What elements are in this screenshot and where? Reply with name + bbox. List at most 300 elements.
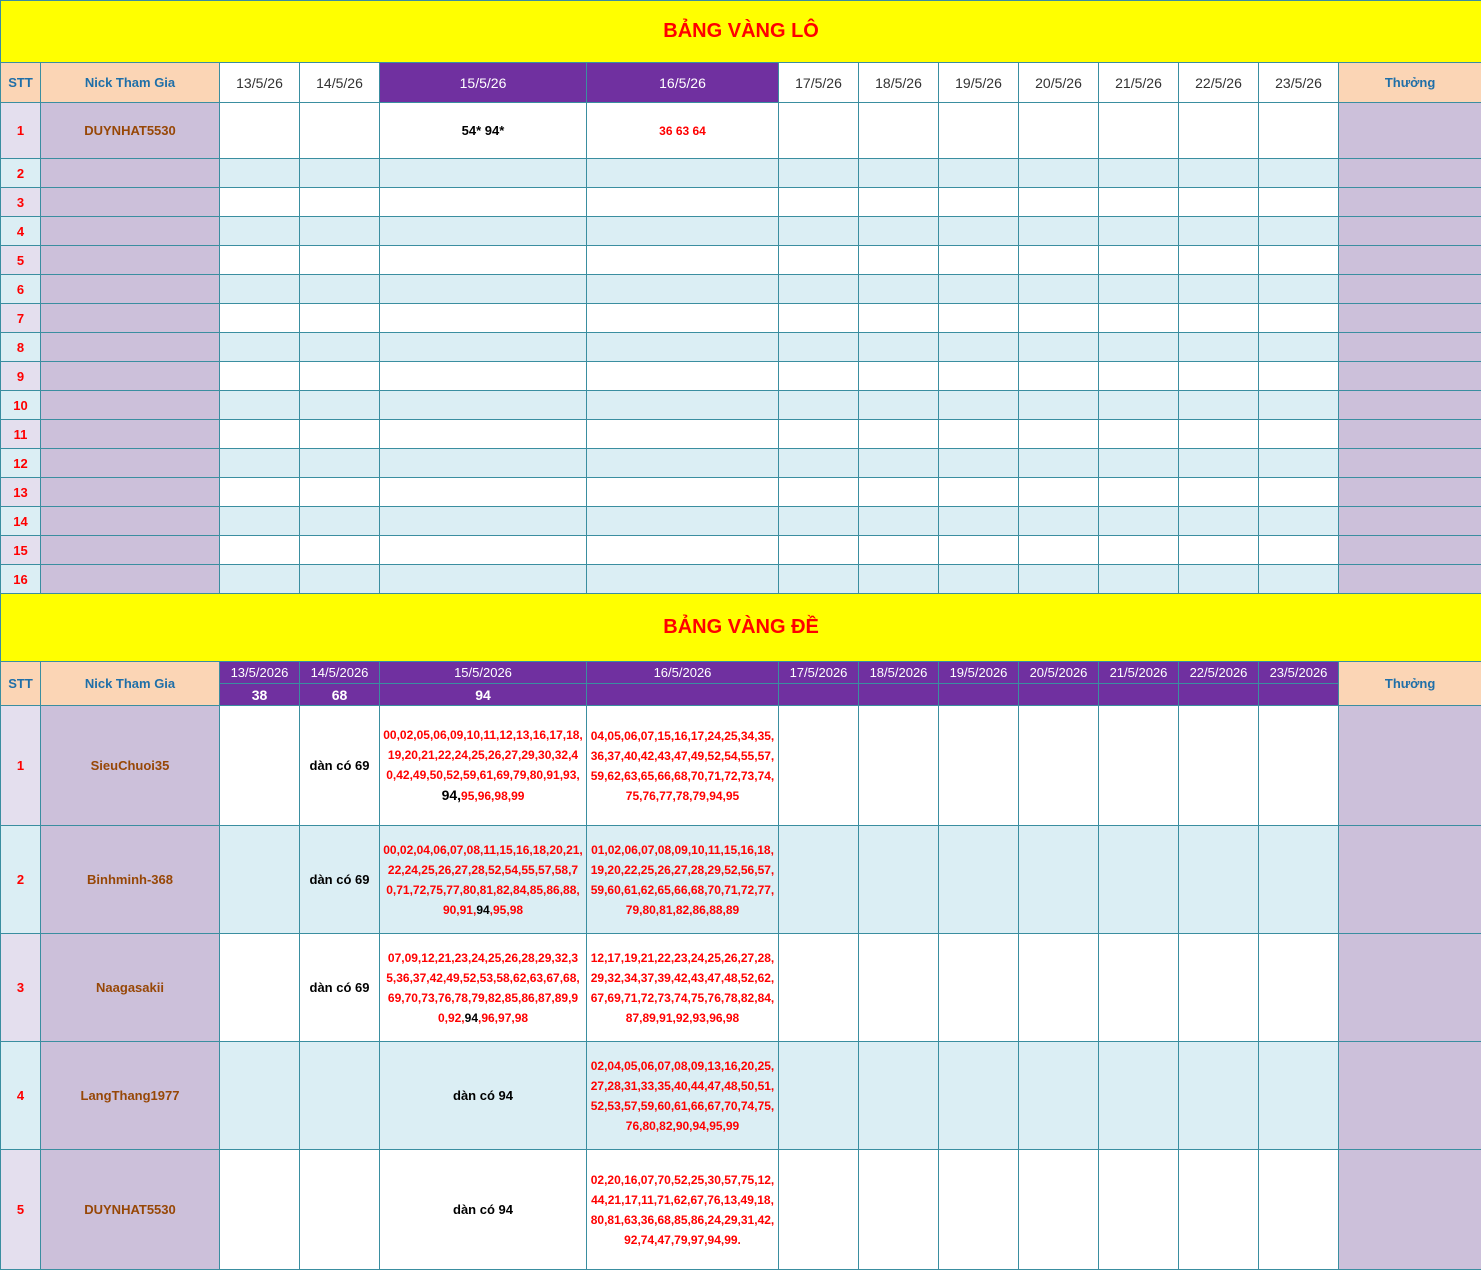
lo-row-stt: 1 xyxy=(1,103,41,159)
lo-cell[interactable] xyxy=(300,188,380,217)
de-cell[interactable] xyxy=(1019,826,1099,934)
lo-cell[interactable] xyxy=(1259,275,1339,304)
lo-cell[interactable] xyxy=(1019,275,1099,304)
lo-cell[interactable] xyxy=(380,159,587,188)
lo-cell[interactable] xyxy=(859,188,939,217)
lo-cell[interactable] xyxy=(587,304,779,333)
lo-cell[interactable] xyxy=(1259,362,1339,391)
lo-bonus-cell[interactable] xyxy=(1339,333,1481,362)
lo-cell[interactable] xyxy=(220,507,300,536)
lo-cell[interactable] xyxy=(380,304,587,333)
lo-row-stt: 13 xyxy=(1,478,41,507)
lo-cell[interactable] xyxy=(1179,391,1259,420)
lo-cell[interactable] xyxy=(300,507,380,536)
de-cell[interactable] xyxy=(779,1042,859,1150)
de-header-date: 18/5/2026 xyxy=(859,662,939,684)
lo-cell[interactable] xyxy=(1259,188,1339,217)
lo-cell[interactable] xyxy=(859,103,939,159)
lo-bonus-cell[interactable] xyxy=(1339,449,1481,478)
lo-cell[interactable] xyxy=(1099,103,1179,159)
de-cell[interactable] xyxy=(220,706,300,826)
lo-cell[interactable] xyxy=(587,246,779,275)
lo-bonus-cell[interactable] xyxy=(1339,478,1481,507)
lo-cell[interactable] xyxy=(300,103,380,159)
de-cell[interactable] xyxy=(1259,826,1339,934)
lo-cell[interactable] xyxy=(220,449,300,478)
lo-cell[interactable] xyxy=(1099,275,1179,304)
lo-row-nick xyxy=(41,391,220,420)
lo-cell[interactable] xyxy=(300,159,380,188)
de-cell[interactable] xyxy=(220,826,300,934)
lo-cell[interactable] xyxy=(859,478,939,507)
de-cell[interactable] xyxy=(1179,1042,1259,1150)
de-note[interactable]: dàn có 69 xyxy=(300,706,380,826)
lo-row xyxy=(1,103,1481,159)
lo-cell[interactable] xyxy=(587,478,779,507)
lo-cell[interactable] xyxy=(220,565,300,594)
lo-cell[interactable] xyxy=(380,333,587,362)
de-row xyxy=(1,934,1481,1042)
lo-cell[interactable] xyxy=(779,449,859,478)
lo-header-date: 18/5/26 xyxy=(859,63,939,103)
lo-cell[interactable] xyxy=(1259,391,1339,420)
lo-cell[interactable] xyxy=(1179,507,1259,536)
lo-cell[interactable] xyxy=(1019,362,1099,391)
dan-numbers: ,96,97,98 xyxy=(478,1010,529,1025)
lo-cell[interactable] xyxy=(1179,275,1259,304)
lo-cell[interactable] xyxy=(300,217,380,246)
lo-cell[interactable] xyxy=(859,217,939,246)
lo-cell[interactable] xyxy=(380,362,587,391)
dan-numbers: 00,02,04,06,07,08,11,15,16,18,20,21,22,24,25,26,27,28,52,54,55,57,58,70,71,72,75,77,80,81,82,84,85,86,88,90,91, xyxy=(383,842,583,917)
lo-cell[interactable] xyxy=(859,246,939,275)
lo-cell[interactable] xyxy=(587,333,779,362)
lo-cell[interactable] xyxy=(1179,449,1259,478)
lo-cell[interactable] xyxy=(939,391,1019,420)
lo-bonus-cell[interactable] xyxy=(1339,103,1481,159)
de-cell[interactable] xyxy=(220,1042,300,1150)
lo-cell[interactable] xyxy=(1099,391,1179,420)
lo-cell[interactable] xyxy=(859,536,939,565)
lo-cell[interactable] xyxy=(587,391,779,420)
lo-cell[interactable] xyxy=(1259,246,1339,275)
de-dan-16[interactable]: 02,20,16,07,70,52,25,30,57,75,12,44,21,17,11,71,62,67,76,13,49,18,80,81,63,36,68,85,86,24,29,31,42,92,74,47,79,97,94,99. xyxy=(587,1150,779,1270)
de-cell[interactable] xyxy=(1179,934,1259,1042)
lo-cell[interactable] xyxy=(859,420,939,449)
lo-bonus-cell[interactable] xyxy=(1339,246,1481,275)
lo-cell[interactable] xyxy=(1099,507,1179,536)
lo-cell[interactable] xyxy=(380,217,587,246)
lo-cell[interactable] xyxy=(779,420,859,449)
lo-cell[interactable] xyxy=(380,565,587,594)
lo-cell[interactable] xyxy=(220,304,300,333)
lo-cell[interactable] xyxy=(1179,188,1259,217)
de-cell[interactable] xyxy=(859,826,939,934)
lo-cell[interactable] xyxy=(1019,536,1099,565)
de-cell[interactable] xyxy=(859,934,939,1042)
lo-cell[interactable] xyxy=(220,159,300,188)
lo-cell[interactable] xyxy=(220,478,300,507)
lo-cell[interactable] xyxy=(779,188,859,217)
lo-cell[interactable] xyxy=(380,536,587,565)
lo-cell[interactable] xyxy=(939,536,1019,565)
de-header-date: 23/5/2026 xyxy=(1259,662,1339,684)
lo-cell[interactable] xyxy=(300,478,380,507)
lo-cell[interactable] xyxy=(220,217,300,246)
lo-cell[interactable] xyxy=(779,246,859,275)
lo-pick-16[interactable]: 36 63 64 xyxy=(587,103,779,159)
lo-cell[interactable] xyxy=(1019,304,1099,333)
lo-cell[interactable] xyxy=(859,275,939,304)
lo-cell[interactable] xyxy=(1099,362,1179,391)
lo-cell[interactable] xyxy=(939,478,1019,507)
lo-row-nick xyxy=(41,449,220,478)
lo-cell[interactable] xyxy=(1099,420,1179,449)
lo-cell[interactable] xyxy=(1019,507,1099,536)
de-row-stt: 2 xyxy=(1,826,41,934)
de-bonus-cell[interactable] xyxy=(1339,706,1481,826)
de-cell[interactable] xyxy=(1259,934,1339,1042)
lo-cell[interactable] xyxy=(380,420,587,449)
lo-cell[interactable] xyxy=(587,188,779,217)
lo-cell[interactable] xyxy=(380,246,587,275)
lo-cell[interactable] xyxy=(300,565,380,594)
lo-cell[interactable] xyxy=(1179,478,1259,507)
lo-cell[interactable] xyxy=(1259,159,1339,188)
lo-cell[interactable] xyxy=(300,391,380,420)
de-cell[interactable] xyxy=(220,934,300,1042)
de-bonus-cell[interactable] xyxy=(1339,1042,1481,1150)
lo-bonus-cell[interactable] xyxy=(1339,507,1481,536)
lo-cell[interactable] xyxy=(220,333,300,362)
de-cell[interactable] xyxy=(779,706,859,826)
de-row-stt: 5 xyxy=(1,1150,41,1270)
lo-cell[interactable] xyxy=(779,565,859,594)
de-dan-15[interactable] xyxy=(380,706,587,826)
lo-row xyxy=(1,565,1481,594)
lo-cell[interactable] xyxy=(1019,391,1099,420)
lo-cell[interactable] xyxy=(859,362,939,391)
lo-cell[interactable] xyxy=(939,362,1019,391)
lo-cell[interactable] xyxy=(859,449,939,478)
de-dan-15[interactable] xyxy=(380,934,587,1042)
lo-cell[interactable] xyxy=(939,507,1019,536)
de-cell[interactable] xyxy=(1099,1042,1179,1150)
de-cell[interactable] xyxy=(1099,706,1179,826)
lo-cell[interactable] xyxy=(939,565,1019,594)
de-row-stt: 4 xyxy=(1,1042,41,1150)
de-bonus-cell[interactable] xyxy=(1339,934,1481,1042)
lo-cell[interactable] xyxy=(220,246,300,275)
lo-cell[interactable] xyxy=(859,391,939,420)
de-note[interactable]: dàn có 94 xyxy=(380,1042,587,1150)
lo-cell[interactable] xyxy=(939,188,1019,217)
lo-cell[interactable] xyxy=(220,420,300,449)
lo-cell[interactable] xyxy=(587,275,779,304)
de-cell[interactable] xyxy=(1019,1042,1099,1150)
de-cell[interactable] xyxy=(779,826,859,934)
lo-bonus-cell[interactable] xyxy=(1339,391,1481,420)
de-cell[interactable] xyxy=(1259,1042,1339,1150)
lo-cell[interactable] xyxy=(587,507,779,536)
de-cell[interactable] xyxy=(939,1150,1019,1270)
lo-cell[interactable] xyxy=(1019,159,1099,188)
lo-cell[interactable] xyxy=(1099,304,1179,333)
lo-cell[interactable] xyxy=(1099,449,1179,478)
lo-row xyxy=(1,362,1481,391)
lo-bonus-cell[interactable] xyxy=(1339,188,1481,217)
de-cell[interactable] xyxy=(1259,706,1339,826)
de-note[interactable]: dàn có 69 xyxy=(300,826,380,934)
lo-row-nick xyxy=(41,188,220,217)
lo-cell[interactable] xyxy=(300,536,380,565)
de-header-row xyxy=(1,662,1481,684)
lo-bonus-cell[interactable] xyxy=(1339,565,1481,594)
lo-cell[interactable] xyxy=(1179,246,1259,275)
de-result xyxy=(859,684,939,706)
lo-row xyxy=(1,478,1481,507)
de-cell[interactable] xyxy=(300,1150,380,1270)
lo-row-stt: 4 xyxy=(1,217,41,246)
de-cell[interactable] xyxy=(859,706,939,826)
lo-cell[interactable] xyxy=(1019,449,1099,478)
lo-bonus-cell[interactable] xyxy=(1339,217,1481,246)
lo-row-nick xyxy=(41,478,220,507)
de-row-nick: DUYNHAT5530 xyxy=(41,1150,220,1270)
de-cell[interactable] xyxy=(1099,1150,1179,1270)
lo-cell[interactable] xyxy=(1179,420,1259,449)
lo-cell[interactable] xyxy=(380,449,587,478)
lo-cell[interactable] xyxy=(1259,103,1339,159)
lo-cell[interactable] xyxy=(939,246,1019,275)
de-cell[interactable] xyxy=(1099,826,1179,934)
de-dan-15[interactable] xyxy=(380,826,587,934)
de-bonus-cell[interactable] xyxy=(1339,826,1481,934)
lo-cell[interactable] xyxy=(779,304,859,333)
de-result xyxy=(1259,684,1339,706)
de-cell[interactable] xyxy=(939,826,1019,934)
de-row-stt: 1 xyxy=(1,706,41,826)
lo-cell[interactable] xyxy=(1099,536,1179,565)
de-row-nick: Naagasakii xyxy=(41,934,220,1042)
lo-cell[interactable] xyxy=(859,565,939,594)
lo-cell[interactable] xyxy=(1099,217,1179,246)
de-dan-16[interactable]: 12,17,19,21,22,23,24,25,26,27,28,29,32,34,37,39,42,43,47,48,52,62,67,69,71,72,73,74,75,76,78,82,84,87,89,91,92,93,96,98 xyxy=(587,934,779,1042)
dan-numbers: 00,02,05,06,09,10,11,12,13,16,17,18,19,20,21,22,24,25,26,27,29,30,32,40,42,49,50,52,59,61,69,79,80,91,93, xyxy=(383,728,583,782)
lo-cell[interactable] xyxy=(939,275,1019,304)
de-note[interactable]: dàn có 94 xyxy=(380,1150,587,1270)
lo-cell[interactable] xyxy=(300,246,380,275)
lo-cell[interactable] xyxy=(1099,478,1179,507)
lo-cell[interactable] xyxy=(779,159,859,188)
de-dan-16[interactable]: 01,02,06,07,08,09,10,11,15,16,18,19,20,22,25,26,27,28,29,52,56,57,59,60,61,62,65,66,68,70,71,72,77,79,80,81,82,86,88,89 xyxy=(587,826,779,934)
lo-cell[interactable] xyxy=(1259,304,1339,333)
lo-title: BẢNG VÀNG LÔ xyxy=(1,1,1481,63)
lo-cell[interactable] xyxy=(1099,188,1179,217)
lo-cell[interactable] xyxy=(1019,217,1099,246)
lo-header-date: 16/5/26 xyxy=(587,63,779,103)
lo-row xyxy=(1,159,1481,188)
de-cell[interactable] xyxy=(300,1042,380,1150)
lo-cell[interactable] xyxy=(1019,333,1099,362)
lo-cell[interactable] xyxy=(779,536,859,565)
lo-cell[interactable] xyxy=(220,391,300,420)
lo-cell[interactable] xyxy=(779,362,859,391)
lo-row-stt: 10 xyxy=(1,391,41,420)
lo-cell[interactable] xyxy=(939,420,1019,449)
lo-row-nick xyxy=(41,507,220,536)
lo-cell[interactable] xyxy=(1259,507,1339,536)
de-result: 94 xyxy=(380,684,587,706)
lo-cell[interactable] xyxy=(587,217,779,246)
lo-cell[interactable] xyxy=(587,449,779,478)
lo-cell[interactable] xyxy=(380,188,587,217)
lo-cell[interactable] xyxy=(380,507,587,536)
de-dan-16[interactable]: 02,04,05,06,07,08,09,13,16,20,25,27,28,31,33,35,40,44,47,48,50,51,52,53,57,59,60,61,66,67,70,74,75,76,80,82,90,94,95,99 xyxy=(587,1042,779,1150)
lo-bonus-cell[interactable] xyxy=(1339,304,1481,333)
de-cell[interactable] xyxy=(939,1042,1019,1150)
lo-cell[interactable] xyxy=(939,449,1019,478)
lo-cell[interactable] xyxy=(587,159,779,188)
de-cell[interactable] xyxy=(779,1150,859,1270)
lo-cell[interactable] xyxy=(1099,333,1179,362)
lo-cell[interactable] xyxy=(1179,304,1259,333)
lo-cell[interactable] xyxy=(300,420,380,449)
lo-cell[interactable] xyxy=(779,217,859,246)
lo-cell[interactable] xyxy=(587,565,779,594)
lo-cell[interactable] xyxy=(779,478,859,507)
de-cell[interactable] xyxy=(1019,1150,1099,1270)
lo-row-stt: 7 xyxy=(1,304,41,333)
lo-cell[interactable] xyxy=(1259,449,1339,478)
dan-hit: 94 xyxy=(464,1010,478,1025)
lo-cell[interactable] xyxy=(380,478,587,507)
de-cell[interactable] xyxy=(1179,706,1259,826)
lo-row xyxy=(1,449,1481,478)
de-cell[interactable] xyxy=(1099,934,1179,1042)
lo-cell[interactable] xyxy=(859,304,939,333)
lo-row xyxy=(1,275,1481,304)
lo-cell[interactable] xyxy=(1179,362,1259,391)
lo-cell[interactable] xyxy=(380,275,587,304)
lo-cell[interactable] xyxy=(220,362,300,391)
de-cell[interactable] xyxy=(1019,706,1099,826)
de-cell[interactable] xyxy=(859,1150,939,1270)
de-table xyxy=(0,593,1481,1270)
de-cell[interactable] xyxy=(859,1042,939,1150)
lo-cell[interactable] xyxy=(587,420,779,449)
lo-bonus-cell[interactable] xyxy=(1339,362,1481,391)
de-note[interactable]: dàn có 69 xyxy=(300,934,380,1042)
lo-cell[interactable] xyxy=(859,159,939,188)
lo-cell[interactable] xyxy=(939,103,1019,159)
de-dan-16[interactable]: 04,05,06,07,15,16,17,24,25,34,35,36,37,40,42,43,47,49,52,54,55,57,59,62,63,65,66,68,70,71,72,73,74,75,76,77,78,79,94,95 xyxy=(587,706,779,826)
lo-cell[interactable] xyxy=(1259,217,1339,246)
lo-cell[interactable] xyxy=(300,362,380,391)
lo-cell[interactable] xyxy=(1179,565,1259,594)
lo-cell[interactable] xyxy=(779,391,859,420)
lo-cell[interactable] xyxy=(1179,333,1259,362)
lo-bonus-cell[interactable] xyxy=(1339,275,1481,304)
de-cell[interactable] xyxy=(779,934,859,1042)
de-cell[interactable] xyxy=(1179,1150,1259,1270)
de-cell[interactable] xyxy=(1259,1150,1339,1270)
lo-cell[interactable] xyxy=(220,275,300,304)
lo-row-stt: 3 xyxy=(1,188,41,217)
lo-cell[interactable] xyxy=(1019,246,1099,275)
lo-cell[interactable] xyxy=(1259,420,1339,449)
lo-cell[interactable] xyxy=(300,333,380,362)
lo-cell[interactable] xyxy=(220,103,300,159)
lo-cell[interactable] xyxy=(1259,333,1339,362)
lo-header-date: 14/5/26 xyxy=(300,63,380,103)
lo-pick-15[interactable]: 54* 94* xyxy=(380,103,587,159)
lo-cell[interactable] xyxy=(587,362,779,391)
lo-cell[interactable] xyxy=(1019,103,1099,159)
lo-cell[interactable] xyxy=(939,159,1019,188)
lo-row-nick: DUYNHAT5530 xyxy=(41,103,220,159)
lo-row-stt: 8 xyxy=(1,333,41,362)
lo-cell[interactable] xyxy=(1019,188,1099,217)
lo-cell[interactable] xyxy=(779,333,859,362)
lo-cell[interactable] xyxy=(1179,217,1259,246)
lo-cell[interactable] xyxy=(1259,478,1339,507)
lo-cell[interactable] xyxy=(939,333,1019,362)
lo-cell[interactable] xyxy=(1019,565,1099,594)
lo-bonus-cell[interactable] xyxy=(1339,159,1481,188)
lo-cell[interactable] xyxy=(587,536,779,565)
lo-cell[interactable] xyxy=(220,188,300,217)
lo-cell[interactable] xyxy=(1019,478,1099,507)
lo-cell[interactable] xyxy=(1259,536,1339,565)
lo-row-nick xyxy=(41,420,220,449)
lo-cell[interactable] xyxy=(859,333,939,362)
lo-cell[interactable] xyxy=(1099,246,1179,275)
lo-cell[interactable] xyxy=(939,217,1019,246)
de-result xyxy=(779,684,859,706)
lo-bonus-cell[interactable] xyxy=(1339,536,1481,565)
lo-cell[interactable] xyxy=(779,275,859,304)
lo-cell[interactable] xyxy=(1099,565,1179,594)
lo-cell[interactable] xyxy=(1259,565,1339,594)
lo-cell[interactable] xyxy=(939,304,1019,333)
lo-cell[interactable] xyxy=(1099,159,1179,188)
lo-cell[interactable] xyxy=(1019,420,1099,449)
lo-bonus-cell[interactable] xyxy=(1339,420,1481,449)
lo-cell[interactable] xyxy=(779,507,859,536)
lo-cell[interactable] xyxy=(1179,159,1259,188)
de-cell[interactable] xyxy=(220,1150,300,1270)
de-cell[interactable] xyxy=(1019,934,1099,1042)
lo-cell[interactable] xyxy=(1179,103,1259,159)
de-cell[interactable] xyxy=(939,706,1019,826)
lo-cell[interactable] xyxy=(300,449,380,478)
lo-cell[interactable] xyxy=(220,536,300,565)
de-header-date: 20/5/2026 xyxy=(1019,662,1099,684)
lo-row-stt: 9 xyxy=(1,362,41,391)
de-cell[interactable] xyxy=(939,934,1019,1042)
lo-row-nick xyxy=(41,333,220,362)
lo-cell[interactable] xyxy=(300,304,380,333)
lo-cell[interactable] xyxy=(779,103,859,159)
lo-cell[interactable] xyxy=(859,507,939,536)
de-bonus-cell[interactable] xyxy=(1339,1150,1481,1270)
lo-cell[interactable] xyxy=(1179,536,1259,565)
lo-cell[interactable] xyxy=(380,391,587,420)
de-result-row xyxy=(1,684,1481,706)
de-cell[interactable] xyxy=(1179,826,1259,934)
lo-cell[interactable] xyxy=(300,275,380,304)
